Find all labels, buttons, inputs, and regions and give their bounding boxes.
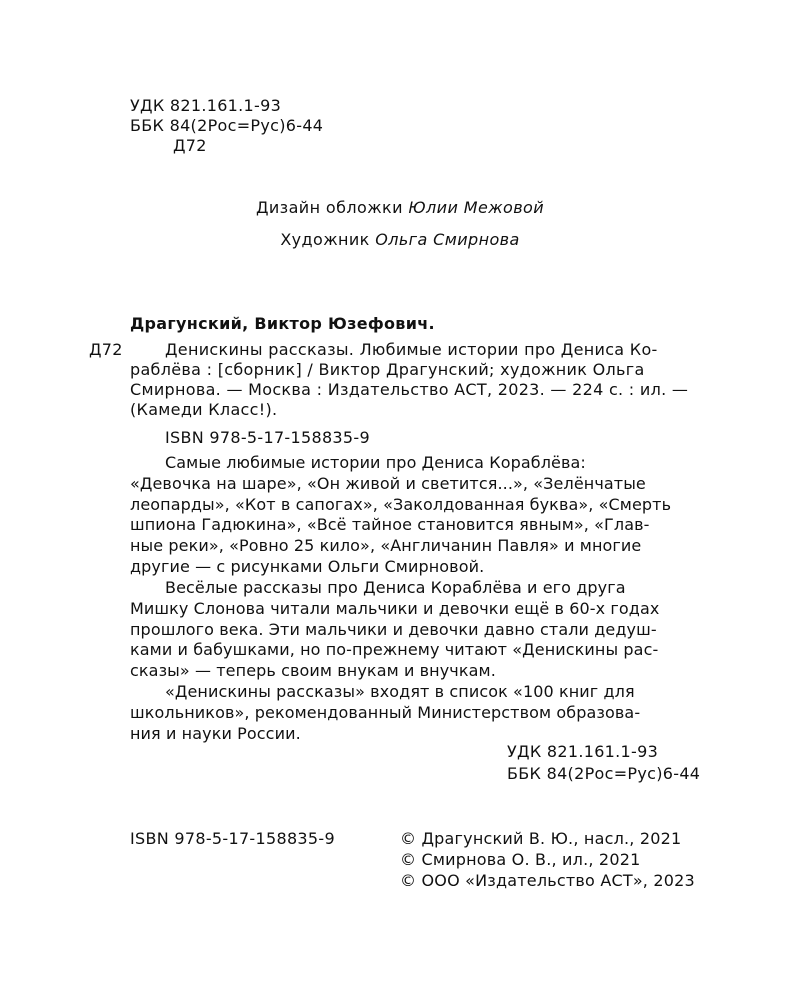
isbn-inline: ISBN 978-5-17-158835-9 [165,428,370,447]
paragraph-line: сказы» — теперь своим внукам и внучкам. [130,661,496,681]
paragraph-line: Самые любимые истории про Дениса Кораблёва: [165,453,586,472]
bbk-code-top: ББК 84(2Рос=Рус)6-44 [130,116,324,135]
paragraph-line: другие — с рисунками Ольги Смирновой. [130,556,485,576]
artist-label: Художник [280,230,370,249]
paragraph-line: «Денискины рассказы» входят в список «100 книг для [165,682,635,701]
paragraph-line: прошлого века. Эти мальчики и девочки давно стали дедуш- [130,619,657,639]
copyright-line: © Драгунский В. Ю., насл., 2021 [400,829,682,848]
paragraph-line: леопарды», «Кот в сапогах», «Заколдованная буква», «Смерть [130,494,672,514]
paragraph-line: шпиона Гадюкина», «Всё тайное становится явным», «Глав- [130,515,650,535]
cover-design-label: Дизайн обложки [255,198,403,217]
paragraph-line: ками и бабушками, но по-прежнему читают «Денискины рас- [130,640,659,660]
paragraph-line: Мишку Слонова читали мальчики и девочки ещё в 60-х годах [130,598,660,618]
bibliographic-line: Смирнова. — Москва : Издательство АСТ, 2023. — 224 с. : ил. — [130,380,689,399]
paragraph-line: Весёлые рассказы про Дениса Кораблёва и его друга [165,578,626,597]
udk-code-top: УДК 821.161.1-93 [130,96,282,115]
isbn-bottom: ISBN 978-5-17-158835-9 [130,829,335,848]
cover-design-credit [0,197,800,219]
annotation-paragraph-1 [130,453,714,578]
annotation-paragraph-2 [130,578,714,682]
paragraph-line: школьников», рекомендованный Министерством образова- [130,702,641,722]
artist-credit [0,229,800,251]
author-mark-top: Д72 [173,136,207,155]
copyright-line: © ООО «Издательство АСТ», 2023 [400,871,695,890]
artist-name: Ольга Смирнова [375,230,520,249]
paragraph-line: «Девочка на шаре», «Он живой и светится...», «Зелёнчатые [130,473,646,493]
paragraph-line: ные реки», «Ровно 25 кило», «Англичанин Павля» и многие [130,536,642,556]
author-heading: Драгунский, Виктор Юзефович. [130,314,435,333]
bibliographic-line: Денискины рассказы. Любимые истории про Дениса Ко- [165,340,658,359]
bibliographic-line: раблёва : [сборник] / Виктор Драгунский; художник Ольга [130,360,645,379]
bbk-code-bottom: ББК 84(2Рос=Рус)6-44 [507,764,701,783]
copyright-line: © Смирнова О. В., ил., 2021 [400,850,641,869]
paragraph-line: ния и науки России. [130,723,301,743]
cover-design-name: Юлии Межовой [408,198,545,217]
catalog-mark: Д72 [89,340,123,359]
udk-code-bottom: УДК 821.161.1-93 [507,742,659,761]
bibliographic-line: (Камеди Класс!). [130,400,278,419]
annotation-paragraph-3 [130,682,714,744]
